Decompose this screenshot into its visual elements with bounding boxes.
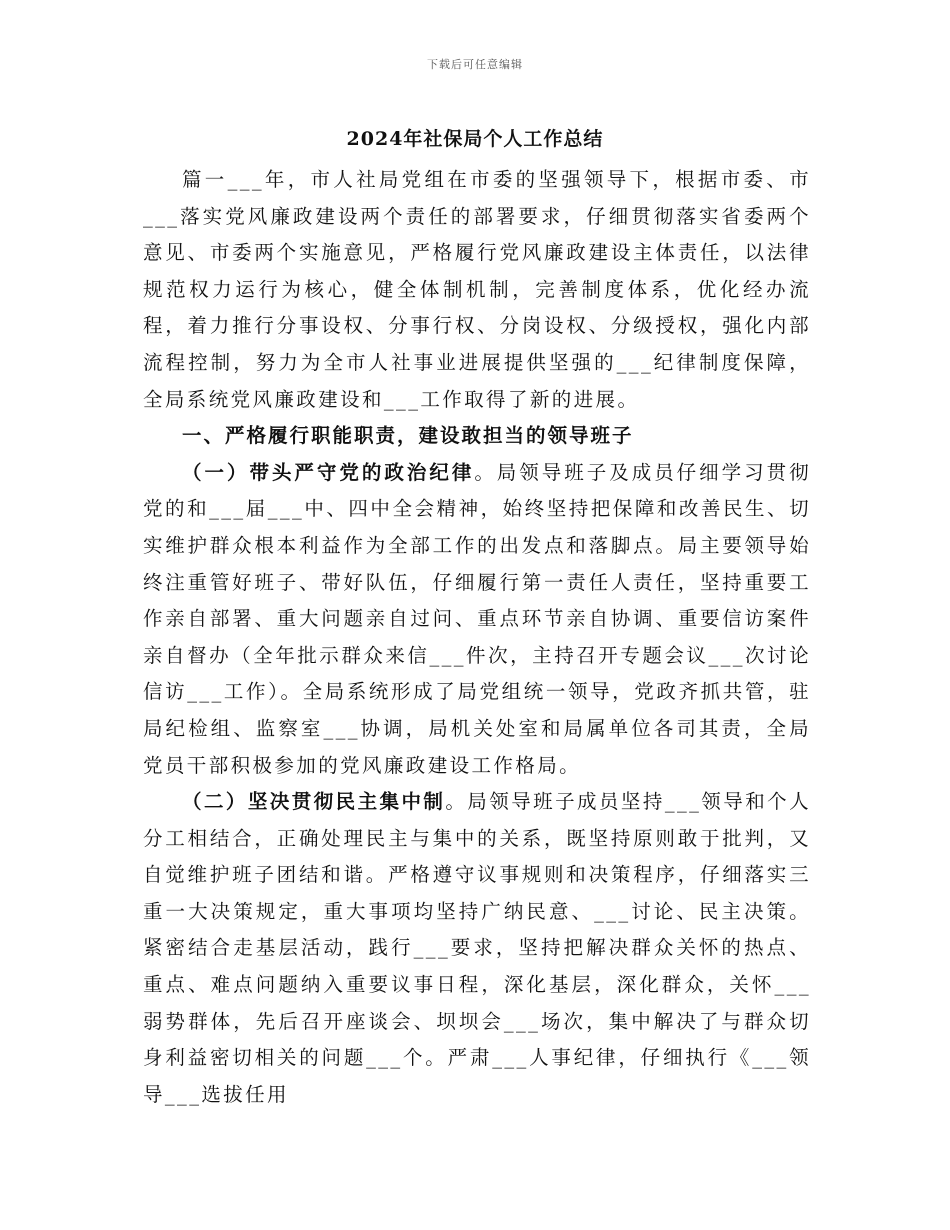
paragraph-lead: （一）带头严守党的政治纪律 bbox=[182, 460, 475, 484]
intro-paragraph: 篇一___年，市人社局党组在市委的坚强领导下，根据市委、市___落实党风廉政建设两个责任的部署要求，仔细贯彻落实省委两个意见、市委两个实施意见，严格履行党风廉政建设主体责任，以法律规范权力运行为核心，健全体制机制，完善制度体系，优化经办流程，着力推行分事设权、分事行权、分岗设权、分级授权，强化内部流程控制，努力为全市人社事业进展提供坚强的___纪律制度保障，全局系统党风廉政建设和___工作取得了新的进展。 bbox=[143, 168, 811, 411]
header-note: 下载后可任意编辑 bbox=[427, 58, 523, 71]
document-body bbox=[143, 162, 811, 1113]
paragraph-discipline bbox=[143, 455, 811, 784]
section-heading: 一、严格履行职能职责，建设敢担当的领导班子 bbox=[182, 424, 634, 448]
paragraph-text: 。局领导班子成员坚持___领导和个人分工相结合，正确处理民主与集中的关系，既坚持原则敢于批判，又自觉维护班子团结和谐。严格遵守议事规则和决策程序，仔细落实三重一大决策规定，重大事项均坚持广纳民意、___讨论、民主决策。紧密结合走基层活动，践行___要求，坚持把解决群众关怀的热点、重点、难点问题纳入重要议事日程，深化基层，深化群众，关怀___弱势群体，先后召开座谈会、坝坝会___场次，集中解决了与群众切身利益密切相关的问题___个。严肃___人事纪律，仔细执行《___领导___选拔任用 bbox=[143, 790, 811, 1106]
document-title: 2024年社保局个人工作总结 bbox=[346, 128, 604, 150]
paragraph-lead: （二）坚决贯彻民主集中制 bbox=[182, 790, 446, 814]
paragraph-democratic-centralism bbox=[143, 784, 811, 1113]
paragraph-text: 。局领导班子及成员仔细学习贯彻党的和___届___中、四中全会精神，始终坚持把保障和改善民生、切实维护群众根本利益作为全部工作的出发点和落脚点。局主要领导始终注重管好班子、带好队伍，仔细履行第一责任人责任，坚持重要工作亲自部署、重大问题亲自过问、重点环节亲自协调、重要信访案件亲自督办（全年批示群众来信___件次，主持召开专题会议___次讨论信访___工作）。全局系统形成了局党组统一领导，党政齐抓共管，驻局纪检组、监察室___协调，局机关处室和局属单位各司其责，全局党员干部积极参加的党风廉政建设工作格局。 bbox=[143, 460, 811, 777]
